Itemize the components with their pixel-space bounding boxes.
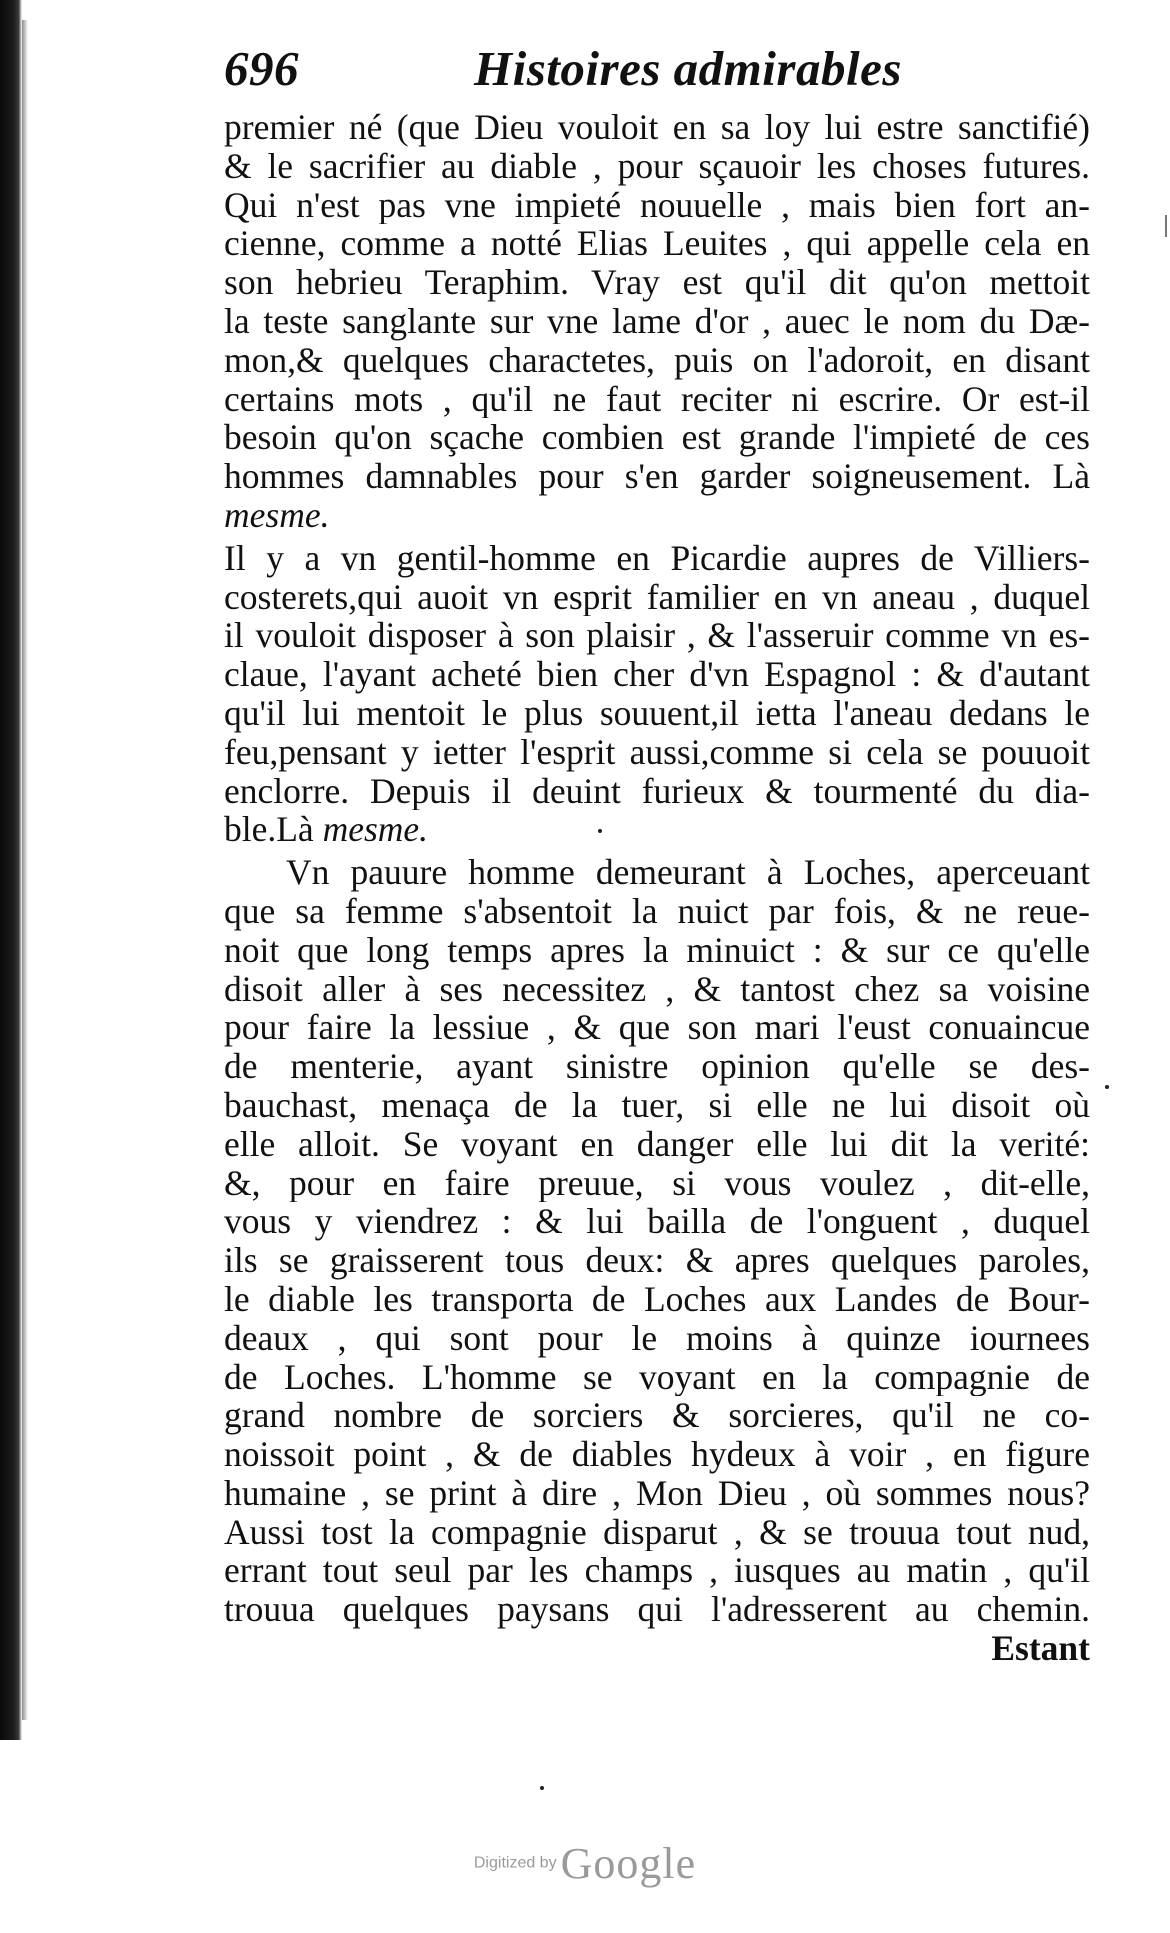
google-watermark: [0, 1838, 1170, 1889]
text-line: &, pour en faire preuue, si vous voulez , dit-elle,: [224, 1163, 1090, 1203]
text-line: Il y a vn gentil-homme en Picardie aupres de Villiers-: [224, 538, 1090, 578]
text-line: feu,pensant y ietter l'esprit aussi,comme si cela se pouuoit: [224, 732, 1090, 772]
text-line: cienne, comme a notté Elias Leuites , qui appelle cela en: [224, 224, 1090, 264]
book-page: [224, 40, 1090, 1668]
text-line: enclorre. Depuis il deuint furieux & tourmenté du dia-: [224, 771, 1090, 811]
text-line: grand nombre de sorciers & sorcieres, qu'il ne co-: [224, 1396, 1090, 1436]
text-line: bauchast, menaça de la tuer, si elle ne lui disoit où: [224, 1085, 1090, 1125]
watermark-prefix: Digitized by: [473, 1854, 557, 1872]
ink-speck: [540, 1786, 544, 1790]
text-line: de menterie, ayant sinistre opinion qu'elle se des-: [224, 1047, 1090, 1086]
text-line: deaux , qui sont pour le moins à quinze iournees: [224, 1318, 1090, 1358]
text-line: mon,& quelques charactetes, puis on l'adoroit, en disant: [224, 340, 1090, 380]
text-line: que sa femme s'absentoit la nuict par fois, & ne reue-: [224, 891, 1090, 931]
text-line: noissoit point , & de diables hydeux à voir , en figure: [224, 1435, 1090, 1474]
gutter-shadow: [22, 20, 28, 1720]
text-line: elle alloit. Se voyant en danger elle lui dit la verité:: [224, 1124, 1090, 1164]
text-line: besoin qu'on sçache combien est grande l'impieté de ces: [224, 418, 1090, 458]
text-fragment-italic: mesme.: [322, 810, 429, 850]
watermark-brand: Google: [560, 1839, 697, 1888]
ink-speck: [1105, 1085, 1109, 1089]
paragraph-2: [224, 539, 1090, 849]
text-line: trouua quelques paysans qui l'adresserent au chemin.: [224, 1590, 1090, 1630]
text-line: claue, l'ayant acheté bien cher d'vn Espagnol : & d'autant: [224, 655, 1090, 694]
text-line: il vouloit disposer à son plaisir , & l'asseruir comme vn es-: [224, 616, 1090, 656]
text-line-italic: mesme.: [224, 495, 330, 535]
text-line: costerets,qui auoit vn esprit familier en vn aneau , duquel: [224, 577, 1090, 617]
running-title: Histoires admirables: [474, 41, 902, 96]
paragraph-3: [224, 853, 1090, 1629]
text-line: certains mots , qu'il ne faut reciter ni escrire. Or est-il: [224, 379, 1090, 419]
text-line: la teste sanglante sur vne lame d'or , auec le nom du Dæ-: [224, 301, 1090, 341]
margin-mark: [1165, 215, 1167, 237]
text-line: disoit aller à ses necessitez , & tantost chez sa voisine: [224, 969, 1090, 1009]
text-line: vous y viendrez : & lui bailla de l'onguent , duquel: [224, 1202, 1090, 1242]
text-line: de Loches. L'homme se voyant en la compagnie de: [224, 1357, 1090, 1397]
text-line: errant tout seul par les champs , iusques au matin , qu'il: [224, 1551, 1090, 1591]
text-line: & le sacrifier au diable , pour sçauoir les choses futures.: [224, 146, 1090, 186]
paragraph-1: [224, 108, 1090, 535]
ink-speck: [598, 829, 602, 833]
text-line: premier né (que Dieu vouloit en sa loy lui estre sanctifié): [224, 108, 1090, 147]
page-number: 696: [224, 41, 299, 96]
text-line: Vn pauure homme demeurant à Loches, aperceuant: [286, 853, 1090, 892]
text-line: hommes damnables pour s'en garder soigneusement. Là: [224, 457, 1090, 496]
page-header: [224, 40, 1090, 108]
text-line: Aussi tost la compagnie disparut , & se trouua tout nud,: [224, 1512, 1090, 1552]
text-line: pour faire la lessiue , & que son mari l'eust conuaincue: [224, 1008, 1090, 1048]
text-line: son hebrieu Teraphim. Vray est qu'il dit qu'on mettoit: [224, 263, 1090, 302]
text-fragment: ble.Là: [224, 810, 323, 850]
text-line: [224, 810, 1090, 849]
text-line: ils se graisserent tous deux: & apres quelques paroles,: [224, 1241, 1090, 1280]
text-line: Qui n'est pas vne impieté nouuelle , mais bien fort an-: [224, 185, 1090, 225]
book-spine-shadow: [0, 0, 22, 1740]
text-line: noit que long temps apres la minuict : & sur ce qu'elle: [224, 930, 1090, 970]
text-line: le diable les transporta de Loches aux Landes de Bour-: [224, 1279, 1090, 1319]
text-line: qu'il lui mentoit le plus souuent,il ietta l'aneau dedans le: [224, 693, 1090, 733]
text-line: humaine , se print à dire , Mon Dieu , où sommes nous?: [224, 1473, 1090, 1513]
catchword: Estant: [991, 1628, 1090, 1669]
